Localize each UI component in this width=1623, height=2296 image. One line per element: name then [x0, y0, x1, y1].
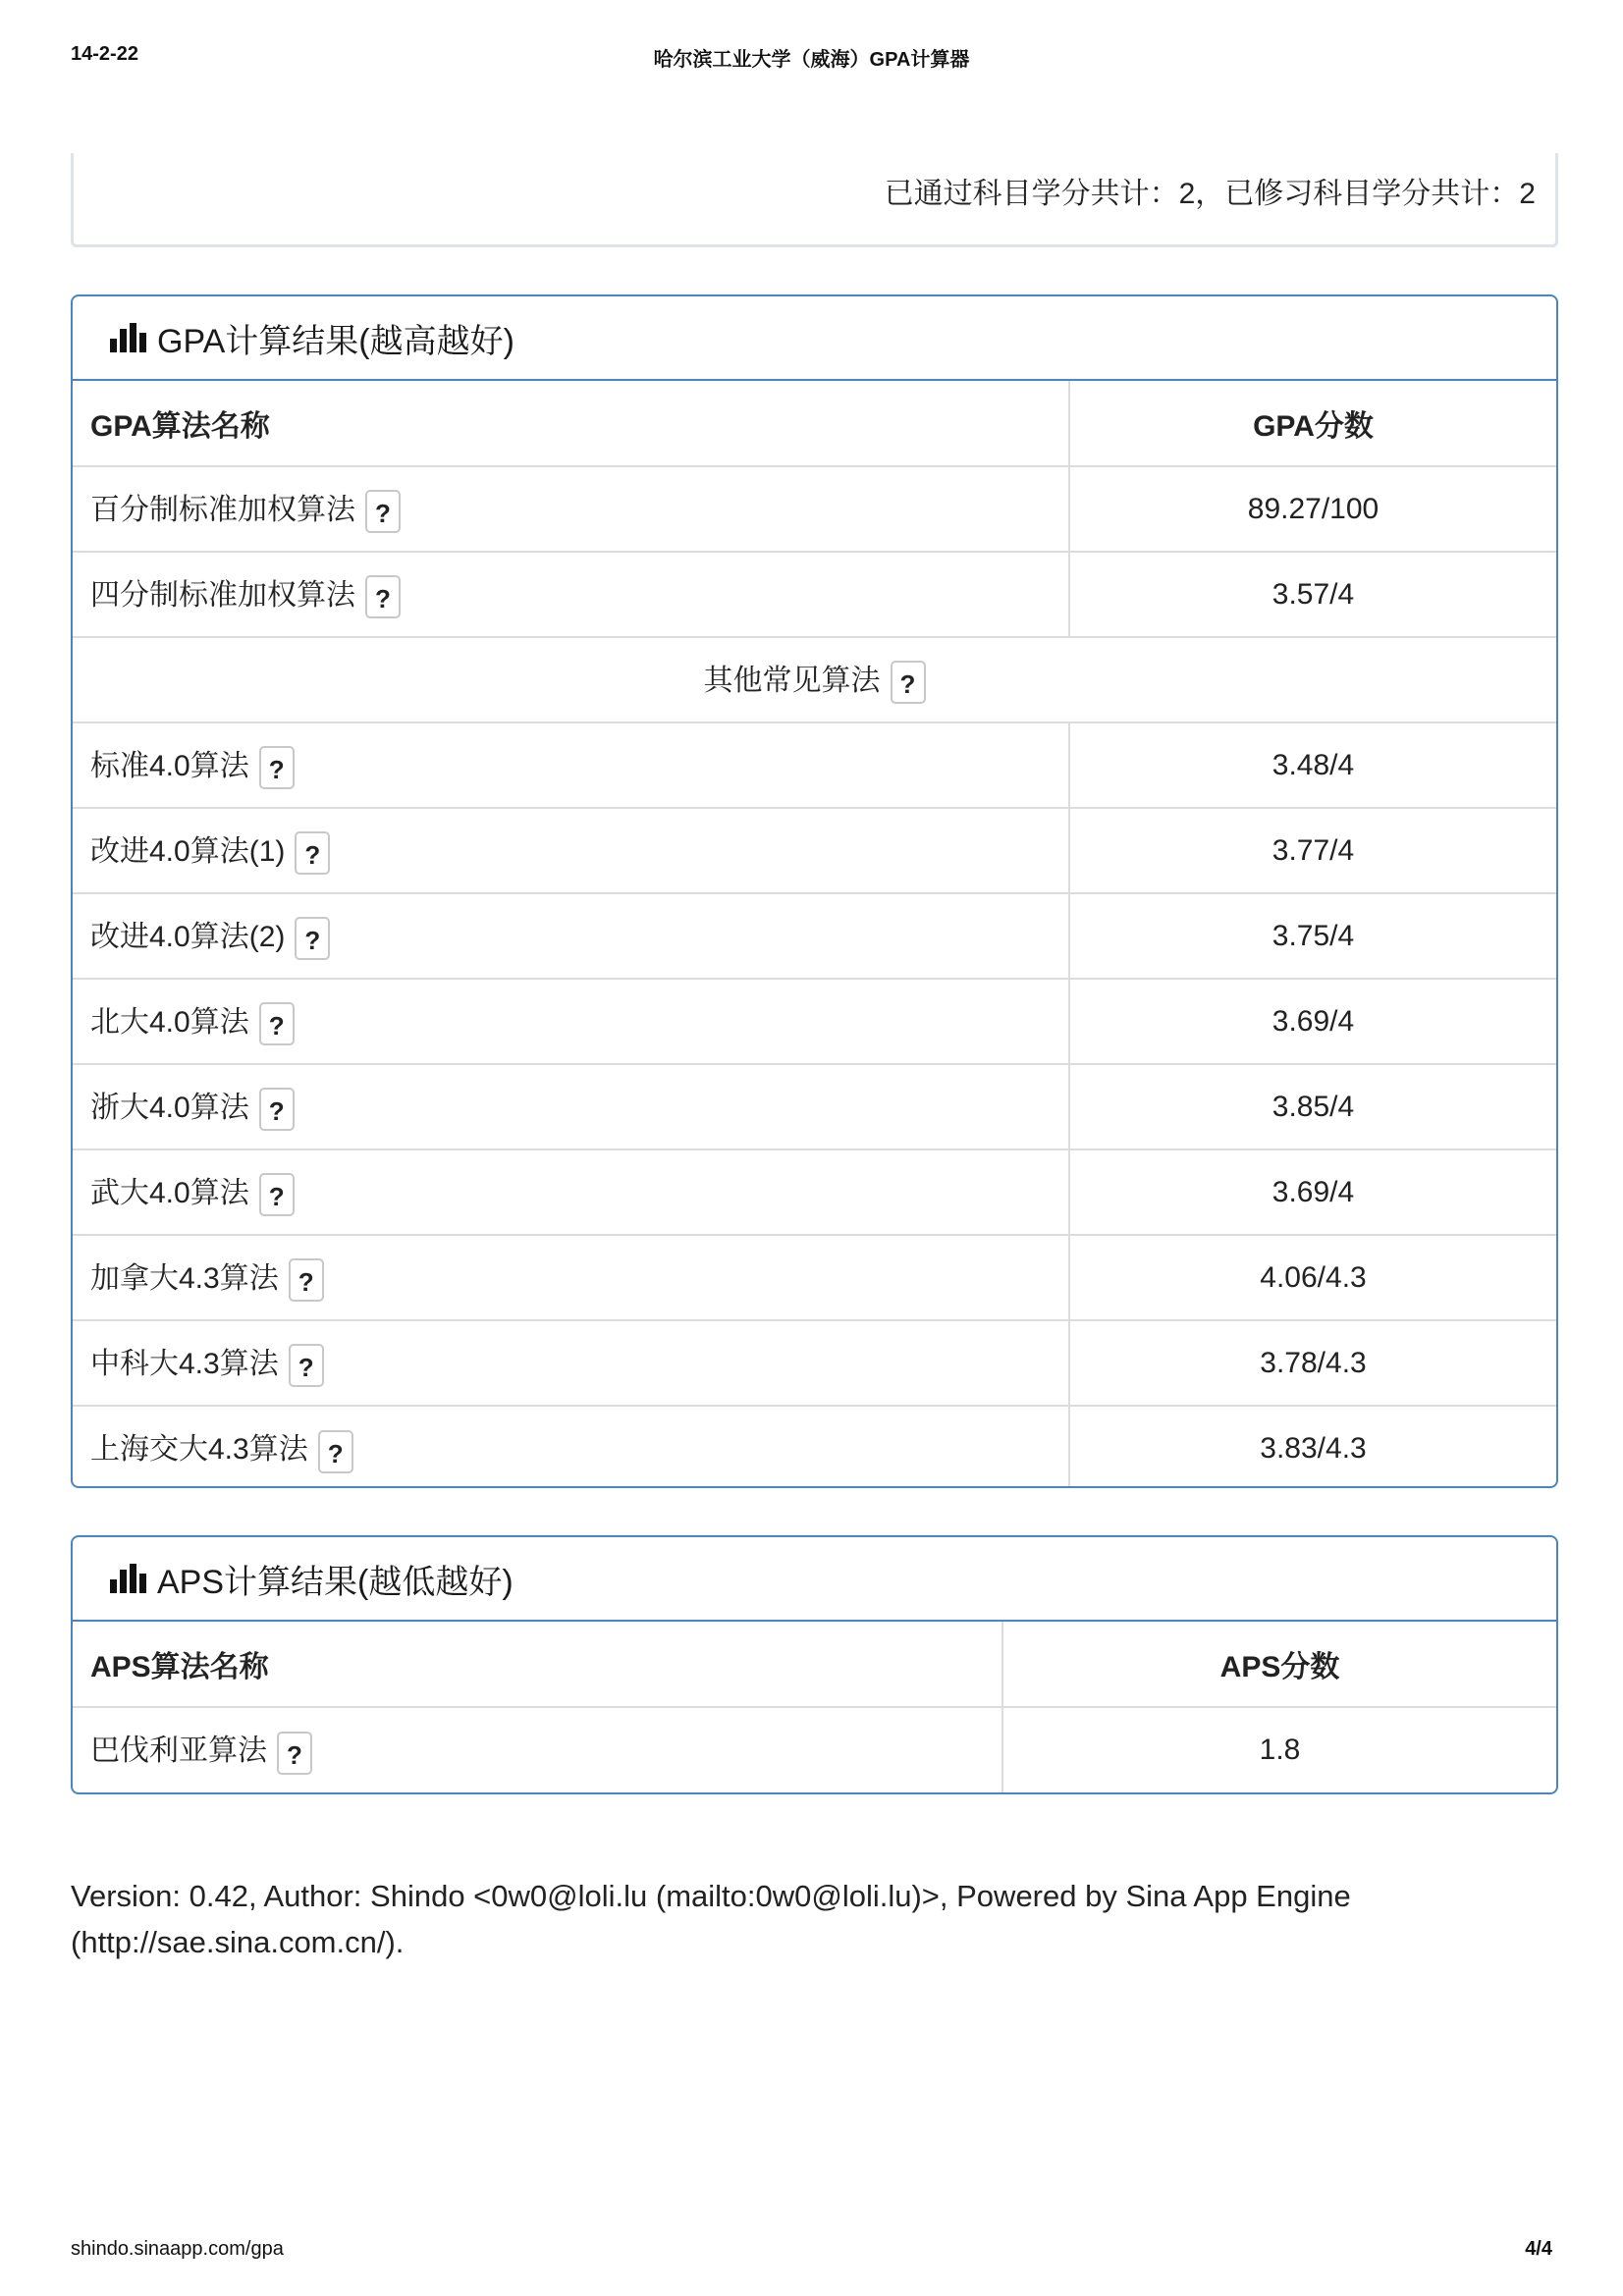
gpa-score: 3.85/4 — [1069, 1064, 1556, 1149]
table-row — [73, 1064, 1556, 1149]
aps-table-header — [73, 1622, 1556, 1707]
algorithm-name: 上海交大4.3算法 — [90, 1433, 308, 1467]
algorithm-name: 中科大4.3算法 — [90, 1347, 279, 1380]
algorithm-name: 百分制标准加权算法 — [90, 493, 355, 526]
help-button[interactable]: ? — [318, 1430, 353, 1473]
table-row — [73, 722, 1556, 808]
help-button[interactable]: ? — [277, 1732, 312, 1775]
help-button[interactable]: ? — [289, 1258, 324, 1302]
table-row — [73, 893, 1556, 979]
table-row — [73, 1320, 1556, 1406]
table-row — [73, 808, 1556, 893]
document-title: 哈尔滨工业大学（威海）GPA计算器 — [653, 49, 970, 71]
aps-panel-heading — [73, 1537, 1556, 1622]
section-row — [73, 637, 1556, 722]
gpa-score: 3.83/4.3 — [1069, 1406, 1556, 1488]
help-button[interactable]: ? — [295, 831, 330, 875]
help-button[interactable]: ? — [259, 1173, 295, 1216]
help-button[interactable]: ? — [259, 1088, 295, 1131]
help-button[interactable]: ? — [259, 1002, 295, 1045]
algorithm-name: 武大4.0算法 — [90, 1176, 249, 1209]
gpa-score: 3.78/4.3 — [1069, 1320, 1556, 1406]
table-row — [73, 979, 1556, 1064]
algorithm-name: 北大4.0算法 — [90, 1005, 249, 1039]
gpa-table — [73, 381, 1556, 1488]
algorithm-name: 改进4.0算法(2) — [90, 920, 286, 953]
gpa-table-header — [73, 381, 1556, 466]
algorithm-name: 加拿大4.3算法 — [90, 1261, 279, 1295]
gpa-col-score: GPA分数 — [1069, 381, 1556, 466]
gpa-score: 3.77/4 — [1069, 808, 1556, 893]
print-date: 14-2-22 — [71, 43, 138, 65]
help-button[interactable]: ? — [365, 575, 401, 618]
table-row — [73, 466, 1556, 552]
gpa-score: 3.75/4 — [1069, 893, 1556, 979]
aps-col-name: APS算法名称 — [73, 1622, 1002, 1707]
help-button[interactable]: ? — [891, 661, 926, 704]
algorithm-name: 巴伐利亚算法 — [90, 1735, 267, 1768]
gpa-panel-heading — [73, 296, 1556, 381]
gpa-score: 3.69/4 — [1069, 1149, 1556, 1235]
help-button[interactable]: ? — [259, 746, 295, 789]
credit-summary-text: 已通过科目学分共计：2，已修习科目学分共计：2 — [884, 178, 1536, 210]
page-url: shindo.sinaapp.com/gpa — [71, 2238, 284, 2260]
gpa-score: 3.69/4 — [1069, 979, 1556, 1064]
gpa-score: 4.06/4.3 — [1069, 1235, 1556, 1320]
gpa-score: 3.57/4 — [1069, 552, 1556, 637]
credit-summary-panel — [71, 153, 1558, 247]
gpa-score: 89.27/100 — [1069, 466, 1556, 552]
aps-col-score: APS分数 — [1002, 1622, 1556, 1707]
algorithm-name: 浙大4.0算法 — [90, 1091, 249, 1124]
table-row — [73, 552, 1556, 637]
algorithm-name: 四分制标准加权算法 — [90, 578, 355, 612]
aps-score: 1.8 — [1002, 1707, 1556, 1792]
algorithm-name: 标准4.0算法 — [90, 749, 249, 782]
gpa-panel-title: GPA计算结果(越高越好) — [157, 322, 514, 360]
other-algorithms-label: 其他常见算法 — [703, 664, 881, 697]
table-row — [73, 1235, 1556, 1320]
gpa-result-panel — [71, 294, 1558, 1488]
bar-chart-icon — [110, 323, 149, 352]
algorithm-name: 改进4.0算法(1) — [90, 834, 286, 868]
print-footer — [71, 2238, 1552, 2268]
aps-panel-title: APS计算结果(越低越好) — [157, 1563, 514, 1601]
version-footer: Version: 0.42, Author: Shindo <0w0@loli.lu (mailto:0w0@loli.lu)>, Powered by Sina App Engine (http://sae.sina.com.cn/). — [71, 1879, 1351, 1959]
print-header — [71, 43, 1552, 73]
help-button[interactable]: ? — [289, 1344, 324, 1387]
bar-chart-icon — [110, 1564, 149, 1593]
help-button[interactable]: ? — [295, 917, 330, 960]
gpa-col-name: GPA算法名称 — [73, 381, 1069, 466]
table-row — [73, 1149, 1556, 1235]
aps-result-panel — [71, 1535, 1558, 1794]
table-row — [73, 1707, 1556, 1792]
page-number: 4/4 — [1525, 2238, 1552, 2260]
aps-table — [73, 1622, 1556, 1792]
table-row — [73, 1406, 1556, 1488]
gpa-score: 3.48/4 — [1069, 722, 1556, 808]
help-button[interactable]: ? — [365, 490, 401, 533]
